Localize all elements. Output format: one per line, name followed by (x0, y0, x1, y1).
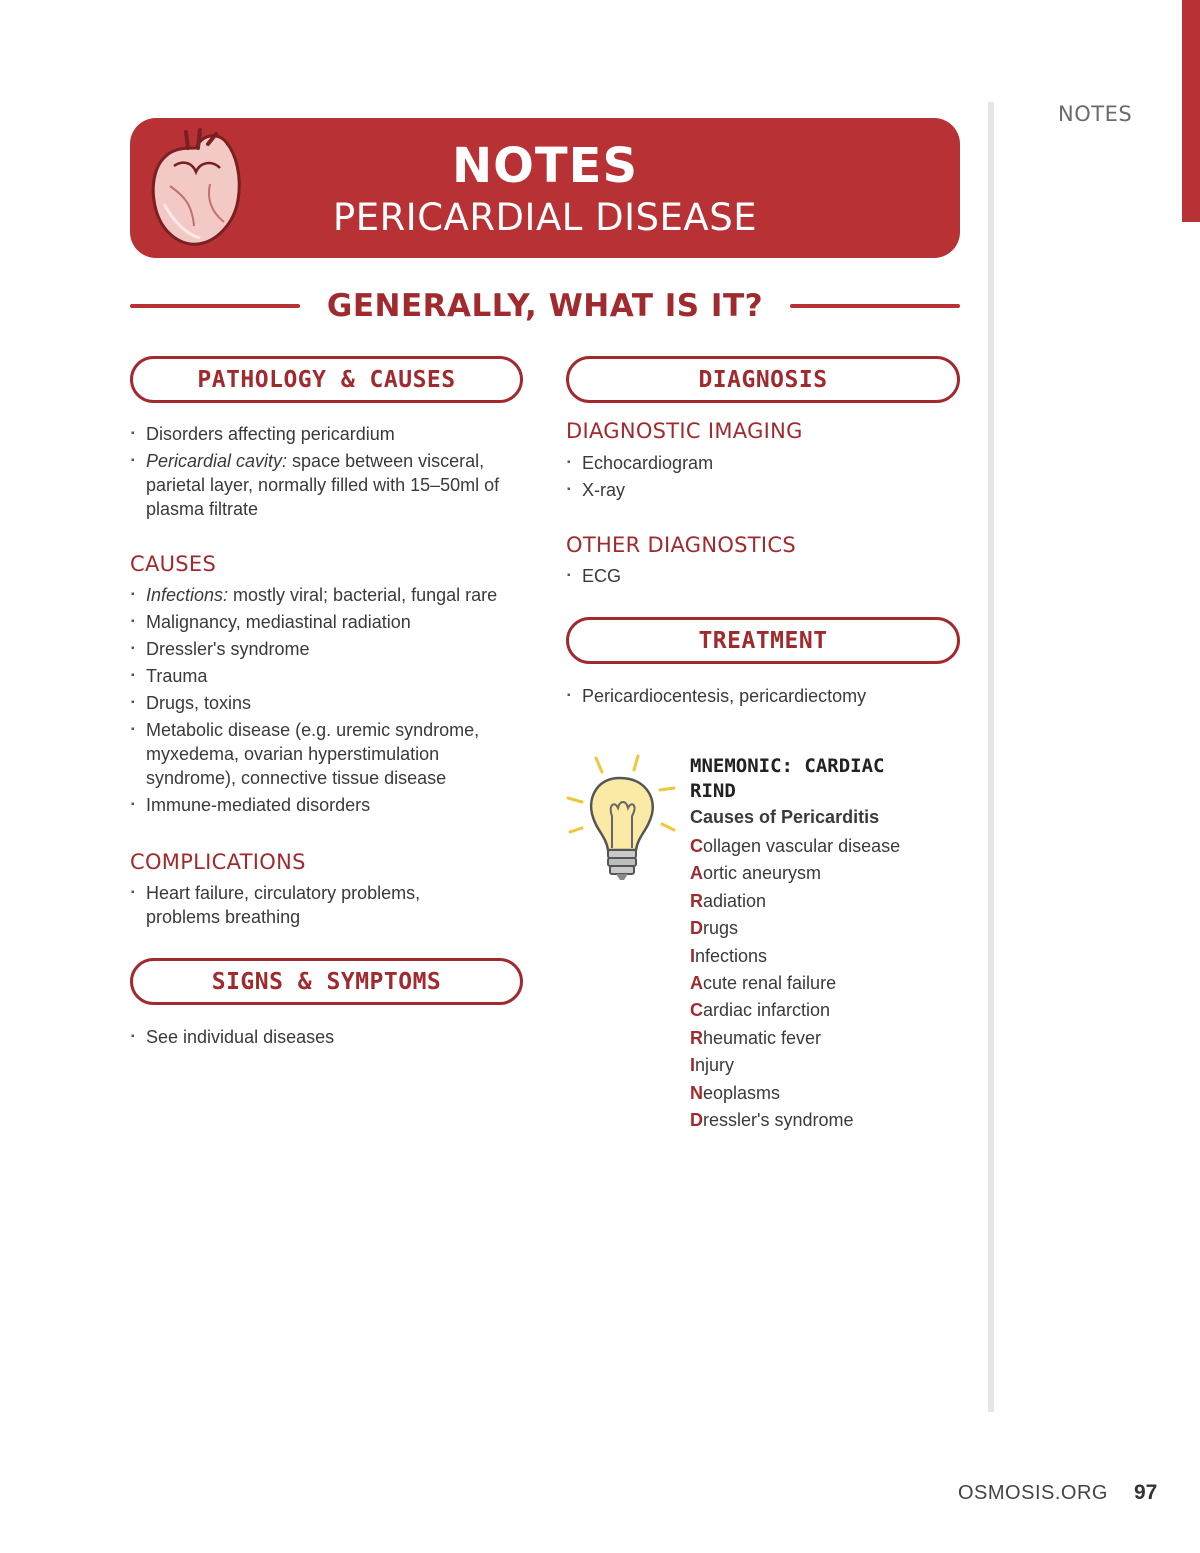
list-item: ▪ See individual diseases (130, 1025, 510, 1049)
signs-list (130, 1025, 510, 1052)
title-banner (130, 118, 960, 258)
mnemonic-title: MNEMONIC: CARDIAC RIND (690, 755, 885, 802)
section-tab-marker (1182, 0, 1200, 222)
list-item: ▪ Malignancy, mediastinal radiation (130, 610, 535, 634)
list-item: ▪ Disorders affecting pericardium (130, 422, 530, 446)
other-diagnostics-heading: OTHER DIAGNOSTICS (566, 533, 796, 557)
complications-heading: COMPLICATIONS (130, 850, 306, 874)
list-item: ▪ X-ray (566, 478, 956, 502)
pathology-list (130, 422, 530, 524)
complications-list (130, 881, 460, 932)
mnemonic-item: Aortic aneurysm (690, 863, 822, 884)
list-item: ▪ Echocardiogram (566, 451, 956, 475)
heading-rule-left (130, 304, 300, 308)
mnemonic-item: Drugs (690, 918, 739, 939)
signs-symptoms-header: SIGNS & SYMPTOMS (130, 958, 523, 1005)
heading-rule-right (790, 304, 960, 308)
diagnosis-header: DIAGNOSIS (566, 356, 960, 403)
mnemonic-item: Neoplasms (690, 1082, 781, 1103)
section-heading: GENERALLY, WHAT IS IT? (326, 288, 764, 324)
list-item: ▪ Drugs, toxins (130, 691, 535, 715)
mnemonic-item: Injury (690, 1055, 735, 1076)
imaging-list (566, 451, 956, 505)
mnemonic-item: Collagen vascular disease (690, 836, 901, 856)
list-item: ▪ ECG (566, 564, 956, 588)
margin-divider (988, 102, 994, 1412)
mnemonic-item: Cardiac infarction (690, 1000, 831, 1021)
page-number: 97 (1134, 1481, 1158, 1504)
margin-label: NOTES (1058, 102, 1133, 126)
treatment-header: TREATMENT (566, 617, 960, 664)
footer-site: OSMOSIS.ORG (958, 1482, 1108, 1504)
lightbulb-icon (562, 750, 682, 890)
list-item: ▪ Dressler's syndrome (130, 637, 535, 661)
banner-subtitle: PERICARDIAL DISEASE (332, 196, 758, 239)
banner-title: NOTES (451, 138, 639, 194)
mnemonic-item: Infections (690, 945, 768, 966)
mnemonic-subtitle: Causes of Pericarditis (690, 807, 880, 827)
list-item: ▪ Pericardiocentesis, pericardiectomy (566, 684, 956, 708)
list-item: ▪ Infections: mostly viral; bacterial, fungal rare (130, 583, 535, 607)
treatment-list (566, 684, 956, 711)
causes-heading: CAUSES (130, 552, 217, 576)
mnemonic-item: Rheumatic fever (690, 1027, 822, 1048)
list-item: ▪ Pericardial cavity: space between visceral, parietal layer, normally filled with 15–50ml of plasma filtrate (130, 449, 530, 521)
pathology-causes-header: PATHOLOGY & CAUSES (130, 356, 523, 403)
mnemonic-item: Dressler's syndrome (690, 1109, 854, 1130)
other-diagnostics-list (566, 564, 956, 591)
list-item: ▪ Trauma (130, 664, 535, 688)
causes-list (130, 583, 535, 820)
mnemonic-item: Acute renal failure (690, 972, 837, 993)
mnemonic-item: Radiation (690, 890, 767, 911)
list-item: ▪ Heart failure, circulatory problems, problems breathing (130, 881, 460, 929)
list-item: ▪ Immune-mediated disorders (130, 793, 535, 817)
mnemonic-list (690, 834, 900, 1135)
list-item: ▪ Metabolic disease (e.g. uremic syndrome, myxedema, ovarian hyperstimulation syndrome), connective tissue disease (130, 718, 505, 790)
imaging-heading: DIAGNOSTIC IMAGING (566, 419, 803, 443)
